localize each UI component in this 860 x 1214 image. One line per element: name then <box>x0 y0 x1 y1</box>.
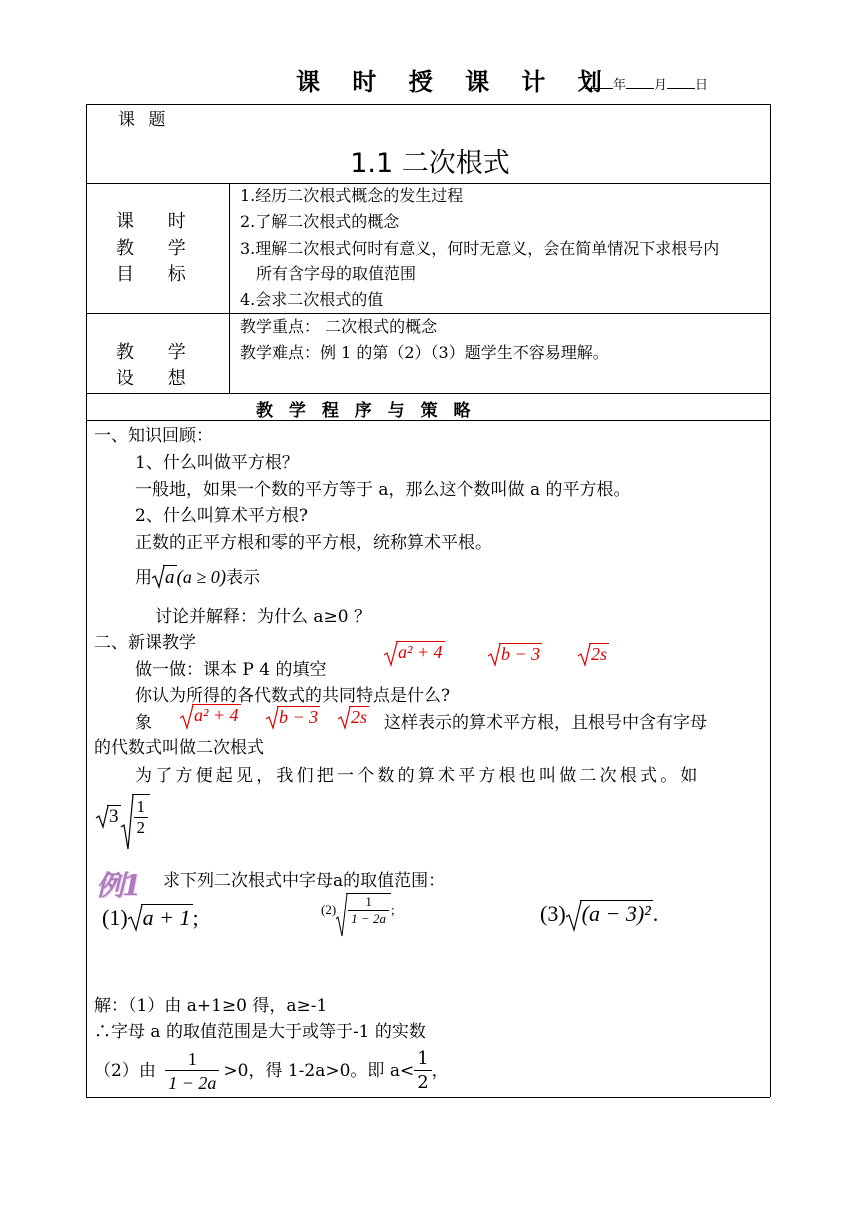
notation-line: 用 a (a ≥ 0)表示 <box>135 567 261 588</box>
expr-1: a² + 4 <box>384 641 445 663</box>
sqrt-examples <box>96 794 150 838</box>
question-common: 你认为所得的各代数式的共同特点是什么? <box>135 686 451 706</box>
use-prefix: 用 <box>135 568 152 588</box>
question-2: 2、什么叫算术平方根? <box>135 506 308 526</box>
sqrt-a: a <box>152 565 177 590</box>
design-label-line: 设 想 <box>116 368 200 389</box>
year-label: 年 <box>613 78 627 93</box>
like-suffix: 这样表示的算术平方根，且根号中含有字母 <box>384 713 707 733</box>
difficulty: 教学难点：例 1 的第（2）（3）题学生不容易理解。 <box>240 343 609 362</box>
example-part-3: (3) (a − 3)². <box>540 900 658 927</box>
solution-1-conclusion: ∴字母 a 的取值范围是大于或等于-1 的实数 <box>94 1022 426 1042</box>
answer-2: 正数的正平方根和零的平方根，统称算术平根。 <box>135 533 492 553</box>
day-label: 日 <box>695 78 709 93</box>
a-ge-0: a ≥ 0 <box>182 567 220 587</box>
page-title: 课 时 授 课 计 划 <box>296 67 614 96</box>
expr-3b: 2s <box>338 706 369 728</box>
sol-2-mid: >0，得 1-2a>0。即 a< <box>223 1061 415 1081</box>
convenience-line: 为了方便起见，我们把一个数的算术平方根也叫做二次根式。如 <box>135 766 701 786</box>
like-continuation: 的代数式叫做二次根式 <box>94 738 264 758</box>
month-label: 月 <box>654 78 668 93</box>
sol-2-end: ， <box>431 1061 449 1081</box>
key-point: 教学重点： 二次根式的概念 <box>240 317 438 336</box>
review-heading: 一、知识回顾： <box>94 426 213 446</box>
topic-label: 课 题 <box>118 110 170 130</box>
new-lesson-heading: 二、新课教学 <box>94 633 196 653</box>
example-badge: 例1 <box>96 869 140 902</box>
objective-item: 1.经历二次根式概念的发生过程 <box>240 186 464 205</box>
objectives-label-line: 目 标 <box>116 264 200 285</box>
example-part-2: (2) $\frac{1}{1 - 2a}$ ; <box>321 893 395 927</box>
frac-half: $\frac{1}{2}$ <box>414 1048 431 1095</box>
objective-item: 3.理解二次根式何时有意义，何时无意义，会在简单情况下求根号内 <box>240 239 720 258</box>
objectives-label-line: 教 学 <box>116 238 200 259</box>
solution-1: 解：（1）由 a+1≥0 得，a≥-1 <box>94 996 328 1016</box>
use-suffix: 表示 <box>226 568 261 588</box>
solution-2 <box>94 1046 449 1096</box>
lesson-title: 1.1 二次根式 <box>350 148 510 179</box>
procedure-heading: 教 学 程 序 与 策 略 <box>256 401 476 421</box>
question-1: 1、什么叫做平方根？ <box>135 453 299 473</box>
try-it-line: 做一做：课本 P 4 的填空 <box>135 660 327 680</box>
sqrt-3: 3 <box>96 805 121 828</box>
example-part-1: (1) a + 1; <box>102 905 199 930</box>
sol-2-prefix: （2）由 <box>94 1061 156 1081</box>
expr-3: 2s <box>578 643 609 665</box>
answer-1: 一般地，如果一个数的平方等于 a，那么这个数叫做 a 的平方根。 <box>135 480 631 500</box>
objectives-label-line: 课 时 <box>116 211 200 232</box>
date-line <box>585 74 708 93</box>
like-prefix: 象 <box>135 713 152 733</box>
example-prompt: 求下列二次根式中字母a的取值范围： <box>163 871 446 891</box>
frac-1-over-1-2a: $\frac{1}{1 - 2a}$ <box>165 1048 219 1095</box>
expr-2b: b − 3 <box>266 706 320 728</box>
expr-1b: a² + 4 <box>180 704 241 726</box>
sqrt-half: $\frac{1}{2}$ <box>121 794 151 838</box>
design-label-line: 教 学 <box>116 342 200 363</box>
objective-item: 4.会求二次根式的值 <box>240 290 384 309</box>
expr-2: b − 3 <box>488 643 542 665</box>
objective-item: 2.了解二次根式的概念 <box>240 212 400 231</box>
discuss-line: 讨论并解释：为什么 a≥0 ？ <box>155 607 372 627</box>
objective-item: 所有含字母的取值范围 <box>256 264 417 283</box>
